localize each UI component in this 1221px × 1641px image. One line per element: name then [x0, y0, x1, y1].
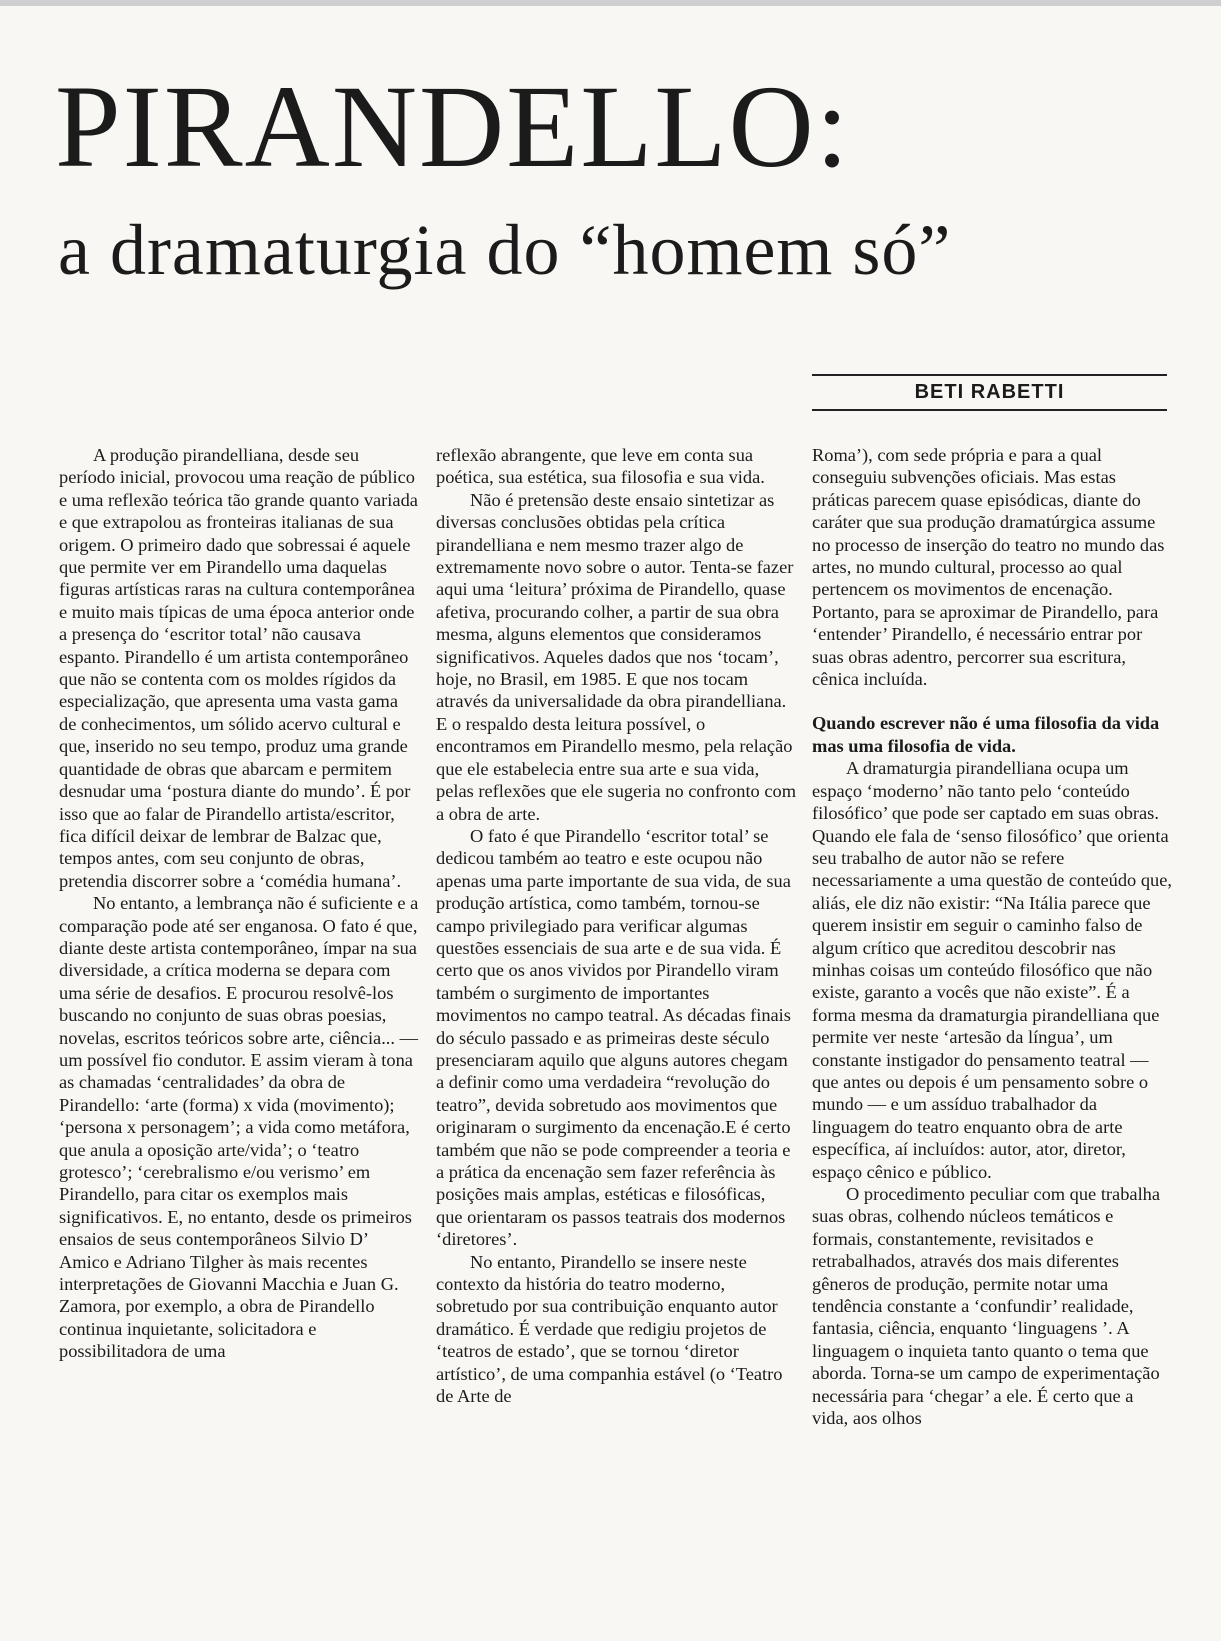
paragraph: O fato é que Pirandello ‘escritor total’ se dedicou também ao teatro e este ocupou não apenas uma parte importante de sua vida, de sua produção artística, como também, tornou-se campo privilegiado para verificar algumas questões essenciais de sua arte e de sua vida. É certo que os anos vividos por Pirandello viram também o surgimento de importantes movimentos no campo teatral. As décadas finais do século passado e as primeiras deste século presenciaram aquilo que alguns autores chegam a definir como uma verdadeira “revolução do teatro”, devida sobretudo aos movimentos que originaram o surgimento da encenação.E é certo também que não se pode compreender a teoria e a prática da encenação sem fazer referência às posições mais amplas, estéticas e filosóficas, que orientaram os passos teatrais dos modernos ‘diretores’.	[436, 825, 791, 1250]
page-top-edge	[0, 0, 1221, 6]
paragraph: O procedimento peculiar com que trabalha suas obras, colhendo núcleos temáticos e formais, constantemente, revisitados e retrabalhados, através dos mais diferentes gêneros de produção, permite notar uma tendência constante a ‘confundir’ realidade, fantasia, ciência, enquanto ‘linguagens ’. A linguagem o inquieta tanto quanto o tema que aborda. Torna-se um campo de experimentação necessária para ‘chegar’ a ele. É certo que a vida, aos olhos	[812, 1184, 1161, 1429]
byline-bottom-rule	[812, 409, 1167, 411]
paragraph: A dramaturgia pirandelliana ocupa um espaço ‘moderno’ não tanto pelo ‘conteúdo filosófico’ que pode ser captado em suas obras. Quando ele fala de ‘senso filosófico’ que orienta seu trabalho de autor não se refere necessariamente a uma questão de conteúdo que, aliás, ele diz não existir: “Na Itália parece que querem insistir em seguir o caminho falso de algum crítico que acreditou descobrir nas minhas coisas um conteúdo filosófico que não existe, garanto a vocês que não existe”. É a forma mesma da dramaturgia pirandelliana que permite ver neste ‘artesão da língua’, um constante instigador do pensamento teatral — que antes ou depois é um pensamento sobre o mundo — e um assíduo trabalhador da linguagem do teatro enquanto obra de arte específica, aí incluídos: autor, ator, diretor, espaço cênico e público.	[812, 758, 1173, 1182]
article-author: BETI RABETTI	[914, 381, 1065, 403]
paragraph: reflexão abrangente, que leve em conta sua poética, sua estética, sua filosofia e sua vida.	[436, 445, 765, 488]
paragraph: No entanto, a lembrança não é suficiente e a comparação pode até ser enganosa. O fato é que, diante deste artista contemporâneo, ímpar na sua diversidade, a crítica moderna se depara com uma série de desafios. E procurou resolvê-los buscando no conjunto de suas obras poesias, novelas, escritos teóricos sobre arte, ciência... — um possível fio condutor. E assim vieram à tona as chamadas ‘centralidades’ da obra de Pirandello: ‘arte (forma) x vida (movimento); ‘persona x personagem’; a vida como metáfora, que anula a oposição arte/vida’; o ‘teatro grotesco’; ‘cerebralismo e/ou verismo’ em Pirandello, para citar os exemplos mais significativos. E, no entanto, desde os primeiros ensaios de seus contemporâneos Silvio D’ Amico e Adriano Tilgher às mais recentes interpretações de Giovanni Macchia e Juan G. Zamora, por exemplo, a obra de Pirandello continua inquietante, solicitadora e possibilitadora de uma	[59, 893, 419, 1362]
article-subtitle: a dramaturgia do “homem só”	[58, 210, 952, 290]
paragraph: A produção pirandelliana, desde seu período inicial, provocou uma reação de público e uma reflexão teórica tão grande quanto variada e que extrapolou as fronteiras italianas de sua origem. O primeiro dado que sobressai é aquele que permite ver em Pirandello uma daquelas figuras artísticas raras na cultura contemporânea e muito mais típicas de uma época anterior onde a presença do ‘escritor total’ não causava espanto. Pirandello é um artista contemporâneo que não se contenta com os moldes rígidos da especialização, que apresenta uma vasta gama de conhecimentos, um sólido acervo cultural e que, inserido no seu tempo, produz uma grande quantidade de obras que abarcam e permitem desnudar uma ‘postura diante do mundo’. É por isso que ao falar de Pirandello artista/escritor, fica difícil deixar de lembrar de Balzac que, tempos antes, com seu conjunto de obras, pretendia discorrer sobre a ‘comédia humana’.	[59, 445, 418, 891]
paragraph-spacer	[812, 690, 1172, 712]
section-heading: Quando escrever não é uma filosofia da vida mas uma filosofia de vida.	[812, 713, 1160, 756]
paragraph: Não é pretensão deste ensaio sintetizar as diversas conclusões obtidas pela crítica pirandelliana e nem mesmo trazer algo de extremamente novo sobre o autor. Tenta-se fazer aqui uma ‘leitura’ próxima de Pirandello, quase afetiva, procurando colher, a partir de sua obra mesma, alguns elementos que consideramos significativos. Aqueles dados que nos ‘tocam’, hoje, no Brasil, em 1985. E que nos tocam através da universalidade da obra pirandelliana. E o respaldo desta leitura possível, o encontramos em Pirandello mesmo, pela relação que ele estabelecia entre sua arte e sua vida, pelas reflexões que ele sugeria no confronto com a obra de arte.	[436, 489, 797, 824]
paragraph: No entanto, Pirandello se insere neste contexto da história do teatro moderno, sobretudo por sua contribuição enquanto autor dramático. É verdade que redigiu projetos de ‘teatros de estado’, que se tornou ‘diretor artístico’, de uma companhia estável (o ‘Teatro de Arte de	[436, 1251, 783, 1407]
article-title: PIRANDELLO:	[55, 61, 851, 192]
text-column-3	[812, 444, 1172, 1429]
paragraph: Roma’), com sede própria e para a qual conseguiu subvenções oficiais. Mas estas práticas parecem quase episódicas, diante do caráter que sua produção dramatúrgica assume no processo de inserção do teatro no mundo das artes, no mundo cultural, processo ao qual pertencem os movimentos de encenação. Portanto, para se aproximar de Pirandello, para ‘entender’ Pirandello, é necessário entrar por suas obras adentro, percorrer sua escritura, cênica incluída.	[812, 445, 1165, 690]
text-column-1	[59, 444, 419, 1363]
byline-top-rule	[812, 374, 1167, 376]
text-column-2	[436, 444, 796, 1407]
